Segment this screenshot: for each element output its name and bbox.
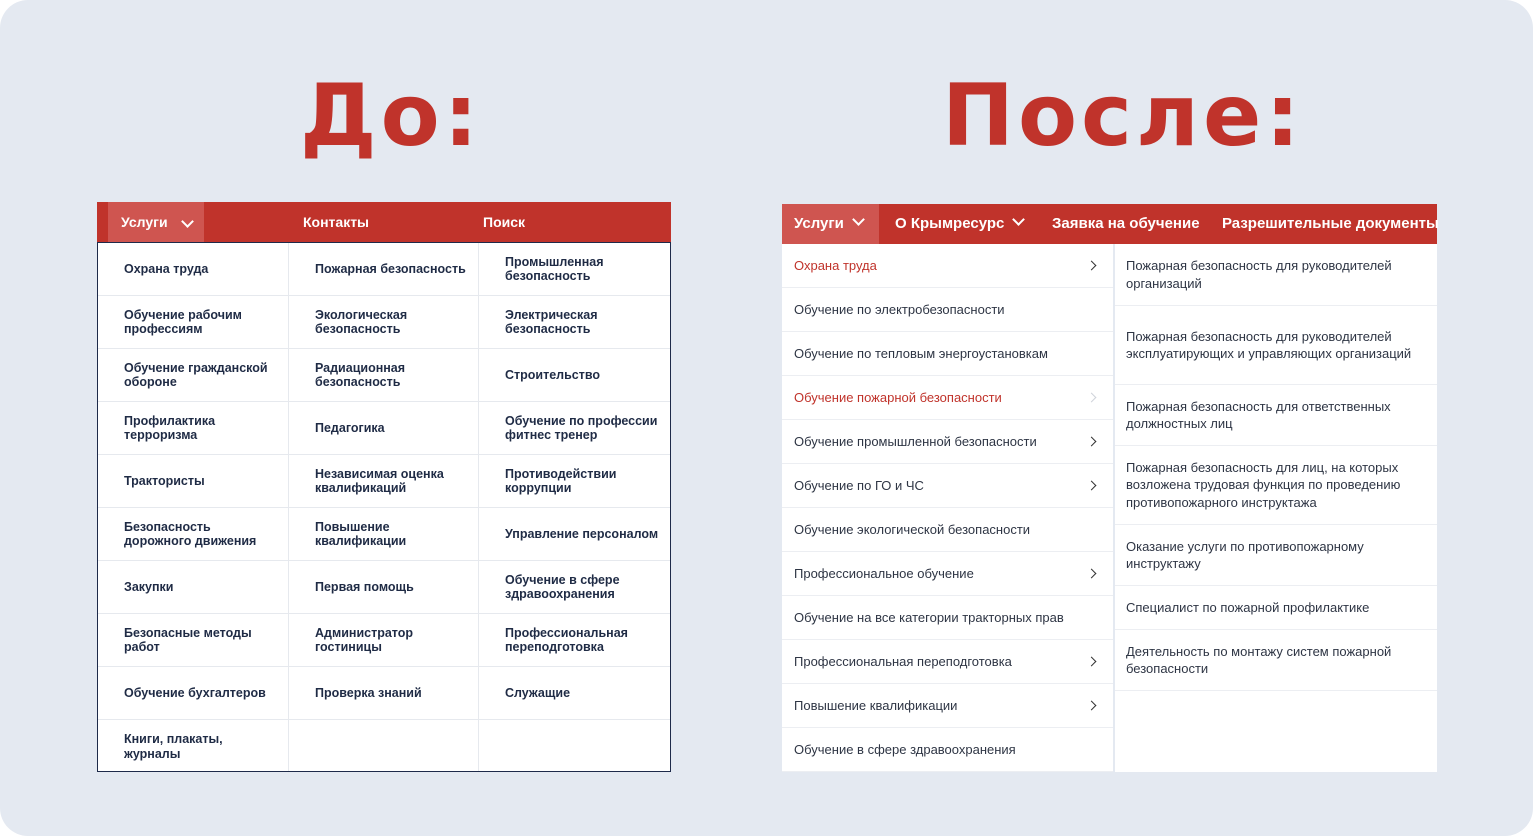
nav-about-label: О Крымресурс <box>895 215 1005 232</box>
chevron-down-icon <box>1012 213 1025 226</box>
services-menu-item-label: Обучение на все категории тракторных прав <box>794 610 1064 625</box>
services-menu-item[interactable] <box>782 288 1113 332</box>
after-menu-panel <box>782 204 1437 772</box>
services-grid-item[interactable]: Строительство <box>479 349 670 402</box>
services-grid-item[interactable]: Радиационная безопасность <box>289 349 478 402</box>
services-submenu-item[interactable]: Пожарная безопасность для руководителей организаций <box>1115 244 1437 306</box>
services-submenu-item[interactable]: Пожарная безопасность для лиц, на которых возложена трудовая функция по проведению противопожарного инструктажа <box>1115 446 1437 525</box>
services-menu-item-label: Обучение по ГО и ЧС <box>794 478 924 493</box>
chevron-right-icon <box>1087 657 1097 667</box>
chevron-right-icon <box>1087 393 1097 403</box>
services-menu-item-label: Повышение квалификации <box>794 698 958 713</box>
services-menu-item-label: Обучение промышленной безопасности <box>794 434 1037 449</box>
services-menu-item-label: Охрана труда <box>794 258 877 273</box>
chevron-right-icon <box>1087 481 1097 491</box>
services-grid-item[interactable]: Электрическая безопасность <box>479 296 670 349</box>
services-grid-item[interactable]: Безопасность дорожного движения <box>98 508 288 561</box>
services-menu-item-label: Профессиональная переподготовка <box>794 654 1012 669</box>
before-top-nav <box>97 202 671 243</box>
services-grid-item[interactable]: Промышленная безопасность <box>479 243 670 296</box>
services-menu-item-label: Обучение по электробезопасности <box>794 302 1005 317</box>
after-heading: После: <box>942 66 1304 166</box>
services-menu-item[interactable] <box>782 684 1113 728</box>
nav-services-button[interactable] <box>782 204 879 244</box>
services-menu-item-label: Обучение экологической безопасности <box>794 522 1031 537</box>
chevron-right-icon <box>1087 261 1097 271</box>
services-grid-item[interactable]: Обучение по профессии фитнес тренер <box>479 402 670 455</box>
services-menu-item[interactable] <box>782 244 1113 288</box>
services-menu-item-label: Обучение по тепловым энергоустановкам <box>794 346 1048 361</box>
services-grid-item[interactable]: Пожарная безопасность <box>289 243 478 296</box>
chevron-right-icon <box>1087 569 1097 579</box>
services-submenu <box>1115 244 1437 772</box>
services-menu-item[interactable] <box>782 596 1113 640</box>
nav-apply-link[interactable]: Заявка на обучение <box>1052 215 1200 232</box>
services-grid-item[interactable]: Охрана труда <box>98 243 288 296</box>
chevron-down-icon <box>181 215 194 228</box>
services-grid-item[interactable]: Обучение в сфере здравоохранения <box>479 561 670 614</box>
services-grid-item[interactable]: Экологическая безопасность <box>289 296 478 349</box>
services-grid-item[interactable]: Независимая оценка квалификаций <box>289 455 478 508</box>
services-grid-item[interactable]: Обучение рабочим профессиям <box>98 296 288 349</box>
before-services-grid <box>98 243 670 771</box>
services-grid-item[interactable]: Управление персоналом <box>479 508 670 561</box>
services-grid-item[interactable]: Педагогика <box>289 402 478 455</box>
services-menu-item[interactable] <box>782 508 1113 552</box>
nav-permits-link[interactable]: Разрешительные документы <box>1222 215 1439 232</box>
services-menu-item[interactable] <box>782 640 1113 684</box>
services-menu-item[interactable] <box>782 420 1113 464</box>
services-grid-item[interactable]: Книги, плакаты, журналы <box>124 732 223 761</box>
before-heading: До: <box>300 66 483 166</box>
nav-search-link[interactable]: Поиск <box>483 214 526 230</box>
services-menu-item-label: Обучение в сфере здравоохранения <box>794 742 1016 757</box>
services-menu-item[interactable] <box>782 332 1113 376</box>
services-grid-item[interactable]: Администратор гостиницы <box>289 614 478 667</box>
nav-services-label: Услуги <box>121 214 168 230</box>
services-submenu-item[interactable]: Пожарная безопасность для руководителей эксплуатирующих и управляющих организаций <box>1115 306 1437 385</box>
nav-contacts-link[interactable]: Контакты <box>303 214 370 230</box>
services-menu-item[interactable] <box>782 552 1113 596</box>
services-grid-item[interactable]: Профилактика терроризма <box>98 402 288 455</box>
services-menu-item[interactable] <box>782 464 1113 508</box>
services-grid-item[interactable]: Первая помощь <box>289 561 478 614</box>
services-menu-item[interactable] <box>782 728 1113 772</box>
services-grid-item[interactable]: Противодействии коррупции <box>479 455 670 508</box>
services-grid-item[interactable]: Обучение гражданской обороне <box>98 349 288 402</box>
services-grid-item[interactable]: Обучение бухгалтеров <box>98 667 288 720</box>
services-submenu-item[interactable]: Пожарная безопасность для ответственных должностных лиц <box>1115 385 1437 446</box>
services-grid-item[interactable]: Проверка знаний <box>289 667 478 720</box>
services-submenu-item[interactable]: Специалист по пожарной профилактике <box>1115 586 1437 630</box>
services-menu-item[interactable] <box>782 376 1113 420</box>
services-grid-item[interactable]: Служащие <box>479 667 670 720</box>
services-grid-item[interactable]: Закупки <box>98 561 288 614</box>
services-submenu-item[interactable]: Деятельность по монтажу систем пожарной безопасности <box>1115 630 1437 691</box>
services-grid-item[interactable]: Повышение квалификации <box>289 508 478 561</box>
after-top-nav <box>782 204 1437 244</box>
chevron-down-icon <box>852 213 865 226</box>
services-submenu-item[interactable]: Оказание услуги по противопожарному инструктажу <box>1115 525 1437 586</box>
before-menu-panel <box>97 202 671 772</box>
nav-services-label: Услуги <box>794 215 844 232</box>
nav-about-button[interactable] <box>895 204 1023 244</box>
chevron-right-icon <box>1087 437 1097 447</box>
services-menu-item-label: Обучение пожарной безопасности <box>794 390 1002 405</box>
services-menu-item-label: Профессиональное обучение <box>794 566 974 581</box>
nav-services-button[interactable] <box>108 202 204 242</box>
services-grid-item[interactable]: Безопасные методы работ <box>98 614 288 667</box>
chevron-right-icon <box>1087 701 1097 711</box>
services-menu <box>782 244 1113 772</box>
services-grid-item[interactable]: Профессиональная переподготовка <box>479 614 670 667</box>
services-grid-item[interactable]: Трактористы <box>98 455 288 508</box>
